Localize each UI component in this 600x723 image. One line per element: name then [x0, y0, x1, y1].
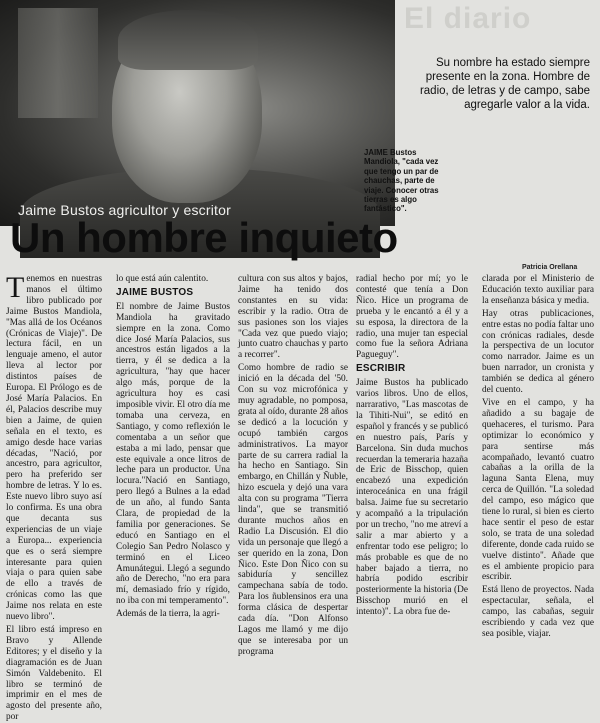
- subhead-jaime-bustos: JAIME BUSTOS: [116, 286, 194, 298]
- column-2: [116, 274, 230, 620]
- column-2-paragraph-2: Además de la tierra, la agri-: [116, 609, 220, 620]
- column-2-lead: lo que está aún calentito.: [116, 274, 209, 284]
- column-1-paragraph-2: El libro está impreso en Bravo y Allende Editores; y el diseño y la diagramación es de Juan Simón Valdebenito. El libro se terminó de imprimir en el mes de agosto del presente año, por: [6, 625, 102, 723]
- column-1: [6, 271, 102, 723]
- column-3: [238, 274, 348, 657]
- column-2-paragraph-1: El nombre de Jaime Bustos Mandiola ha gravitado siempre en la zona. Como dice José María Palacios, sus ancestros están ligados a la tierra, y él se dedica a la agricultura, "hay que hacer algo más, porque de la agricultura hoy es casi imposible vivir. El otro día me tomaba una cerveza, en Santiago, y como reflexión le comentaba a un señor que estaba a mi lado, pensar que este equivale a once litros de leche para un productor. Una locura."Nació en Santiago, pero llegó a Bulnes a la edad de un año, al fundo Santa Clara, de propiedad de la familia por generaciones. Se educó en Santiago en el Colegio San Pedro Nolasco y terminó en el Liceo Amunátegui. Llegó a segundo año de Derecho, "no era para mí, demasiado frío y rígido, no iba con mi temperamento".: [116, 301, 230, 607]
- portrait-photo: [0, 0, 395, 226]
- photo-caption: Jaime Bustos agricultor y escritor: [18, 202, 231, 218]
- column-1-paragraph-1: [6, 271, 102, 623]
- photo-note: JAIME Bustos Mandiola, "cada vez que tengo un par de chauchas, parte de viaje. Conocer otras tierras es algo fantástico".: [364, 148, 439, 214]
- column-1-text-1: enemos en nuestras manos el último libro publicado por Jaime Bustos Mandiola, "Mas allá de los Océanos (Crónicas de Viaje)". De lectura fácil, en un lenguaje ameno, el autor lleva al lector por distintos países de Europa. El Prólogo es de José María Palacios. En él, Palacios describe muy bien a Jaime, de quien señala en el texto, es amigo desde hace varias décadas, "Nació, por ancestro, para agricultor, pero ha preferido ser hombre de letras. Y lo es. Este nuevo libro suyo así lo confirma. Es una obra que decanta sus experiencias de un viaje a Europa... experiencia que es o será siempre interesante para quien viaja o para quien sabe de ello a través de crónicas como las que Jaime nos relata en este nuevo libro".: [6, 274, 102, 623]
- photo-hair: [118, 10, 258, 70]
- headline: Un hombre inquieto: [10, 214, 398, 261]
- column-4-paragraph-2: Jaime Bustos ha publicado varios libros. Uno de ellos, narrarativo, "Las mascotas de la Tihiti-Nui", se editó en español y francés y se publicó en nuestro país, París y Barcelona. Sin duda muchos recuerdan la temeraria hazaña de Eric de Bisschop, quien encabezó una expedición interoceánica en una frágil balsa. Jaime fue su secretario y acompañó a la tripulación por un trecho, "no me atreví a salir a mar abierto y a enfrentar todo ese peligro; lo más probable es que de no haber bajado a tierra, no habría podido escribir posteriormente la historia (De Bisschop murió en el intento)". La obra fue de-: [356, 378, 468, 618]
- masthead-background-text: El diario: [404, 2, 532, 35]
- byline: Patricia Orellana: [522, 264, 578, 271]
- pull-quote: Su nombre ha estado siempre presente en la zona. Hombre de radio, de letras y de campo, sabe agregarle valor a la vida.: [419, 57, 590, 111]
- column-3-paragraph-1: cultura con sus altos y bajos, Jaime ha tenido dos constantes en su vida: escribir y la radio. Otra de sus pasiones son los viajes "Cada vez que puedo viajo; junto cuatro chauchas y parto a recorrer".: [238, 274, 348, 361]
- drop-cap: T: [6, 271, 25, 304]
- subhead-escribir: ESCRIBIR: [356, 363, 406, 375]
- column-5-paragraph-3: Vive en el campo, y ha añadido a su bagaje de quehaceres, el turismo. Para optimizar lo económico y para sentirse más acompañado, levantó cuatro cabañas a la orilla de la laguna Santa Elena, muy cerca de Quillón. "La soledad del campo, eso mágico que tiene lo rural, si bien es cierto hace sentir el peso de estar solo, se trata de una soledad diferente, donde cada ruido se vuelve distinto". Añade que es el ambiente propicio para escribir.: [482, 397, 594, 583]
- column-5-paragraph-1: clarada por el Ministerio de Educación texto auxiliar para la enseñanza básica y media.: [482, 274, 594, 306]
- column-3-paragraph-2: Como hombre de radio se inició en la década del '50. Con su voz microfónica y muy agradable, no pomposa, grata al oído, durante 28 años se dedicó a la locución y ocupó también cargos administrativos. La mayor parte de su carrera radial la ha hecho en Santiago. Sin embargo, en Chillán y Ñuble, hizo escuela y dejó una vara alta con su programa "Tierra linda", que se transmitió durante muchos años en Radio La Discusión. El dio vida un personaje que llegó a ser querido en la zona, Don Ñico. Este Don Ñico con su sabiduría y sencillez campechana sabía de todo. Para los ñublensinos era una forma clásica de despertar cada día. "Don Alfonso Lagos me llamó y me dijo que se interesaba por un programa: [238, 363, 348, 657]
- lamp-shape: [18, 8, 98, 118]
- column-4: [356, 274, 468, 618]
- column-5: [482, 274, 594, 639]
- column-5-paragraph-2: Hay otras publicaciones, entre estas no podía faltar uno con crónicas radiales, desde la perspectiva de un locutor como narrador. Jaime es un buen narrador, un cronista y también se dedica al género del cuento.: [482, 308, 594, 396]
- column-5-paragraph-4: Está lleno de proyectos. Nada espectacular, señala, el campo, las cabañas, seguir escribiendo y cada vez que sea posible, viajar.: [482, 585, 594, 639]
- column-4-paragraph-1: radial hecho por mí; yo le contesté que tenía a Don Ñico. Hice un programa de prueba y le encantó a él y a su esposa, la directora de la radio, una mujer tan especial como fue la señora Adriana Pagueguy".: [356, 274, 468, 361]
